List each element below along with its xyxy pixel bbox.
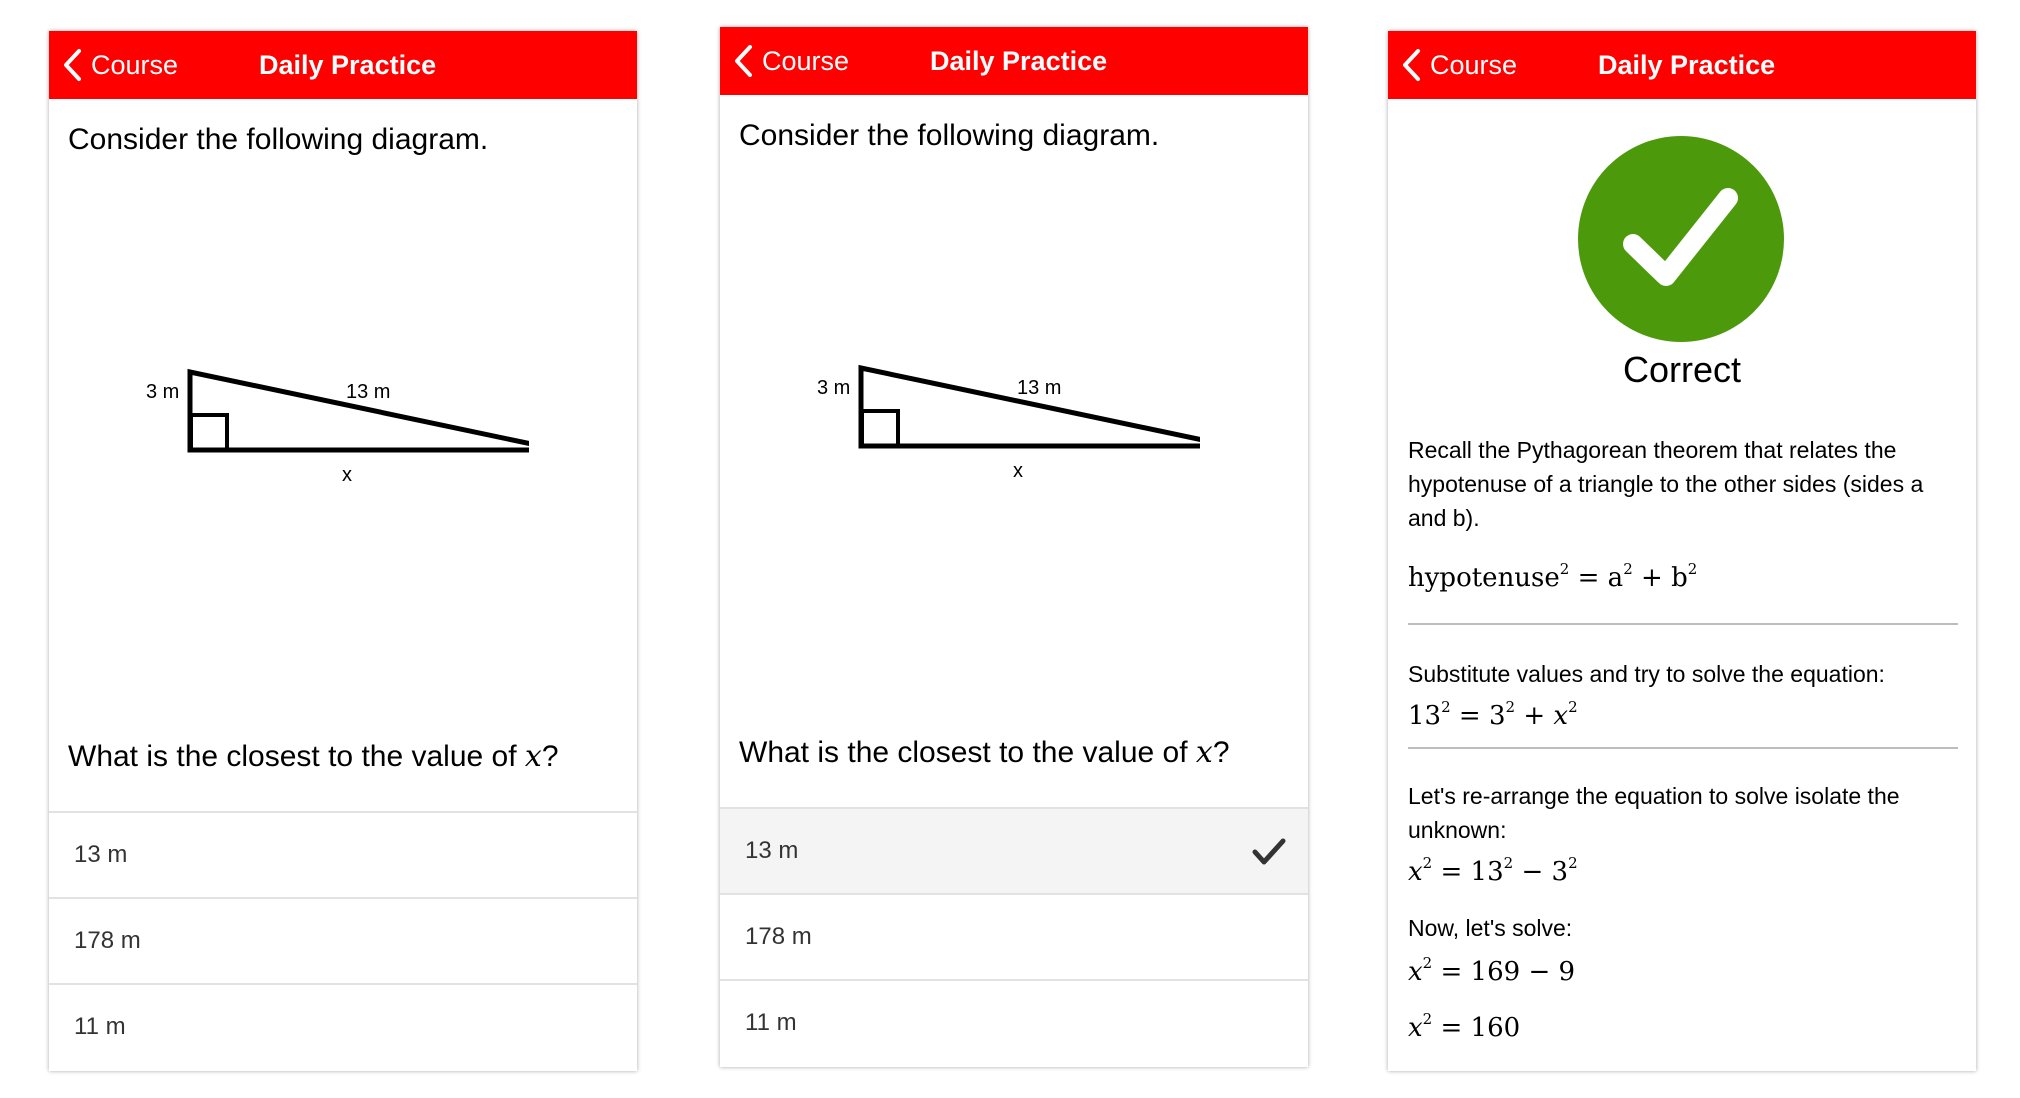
explanation-step-2: Substitute values and try to solve the equation: (1408, 661, 1885, 687)
answer-options (49, 811, 637, 1069)
equation-rearranged: $x^2 = 13^2 - 3^2$ (1408, 854, 1578, 887)
triangle-diagram (89, 366, 529, 496)
back-label: Course (91, 49, 179, 80)
back-button[interactable] (61, 31, 178, 99)
answer-options (720, 807, 1308, 1065)
side-a-label: 3 m (146, 381, 180, 403)
back-button[interactable] (1400, 31, 1517, 99)
triangle-diagram (760, 362, 1200, 492)
explanation-step-4: Now, let's solve: (1408, 915, 1573, 941)
answer-option[interactable]: 178 m (720, 893, 1308, 979)
answer-option-selected[interactable]: 13 m (720, 807, 1308, 893)
practice-screen-unanswered (49, 31, 637, 1071)
question-prompt: Consider the following diagram. (68, 123, 489, 156)
nav-bar (49, 31, 637, 99)
back-button[interactable] (732, 27, 849, 95)
hypotenuse-label: 13 m (1017, 377, 1062, 399)
chevron-left-icon (1400, 48, 1422, 82)
success-check-icon (1578, 136, 1784, 342)
checkmark-icon (1252, 837, 1286, 867)
hypotenuse-label: 13 m (346, 381, 391, 403)
chevron-left-icon (732, 44, 754, 78)
page-title: Daily Practice (930, 46, 1108, 76)
back-label: Course (1430, 49, 1518, 80)
equation-result: $x^2 = 160$ (1408, 1010, 1521, 1043)
base-label: x (1013, 460, 1023, 482)
practice-screen-result (1388, 31, 1976, 1071)
chevron-left-icon (61, 48, 83, 82)
right-angle-marker (862, 411, 898, 446)
nav-bar (720, 27, 1308, 95)
right-angle-marker (191, 415, 227, 450)
equation-substitute: $13^2 = 3^2 + x^2$ (1408, 698, 1578, 731)
answer-option[interactable]: 11 m (720, 979, 1308, 1065)
nav-bar (1388, 31, 1976, 99)
base-label: x (342, 464, 352, 486)
question-text: What is the closest to the value of x? (739, 735, 1230, 770)
practice-screen-selected (720, 27, 1308, 1067)
result-status: Correct (1622, 349, 1742, 390)
side-a-label: 3 m (817, 377, 851, 399)
question-prompt: Consider the following diagram. (739, 119, 1160, 152)
page-title: Daily Practice (259, 50, 437, 80)
explanation-step-3: Let's re-arrange the equation to solve isolate the unknown: (1408, 783, 1900, 843)
question-text: What is the closest to the value of x? (68, 739, 559, 774)
divider (1408, 747, 1958, 749)
page-title: Daily Practice (1598, 50, 1776, 80)
equation-evaluate: $x^2 = 169 - 9$ (1408, 954, 1576, 987)
divider (1408, 623, 1958, 625)
answer-option[interactable]: 13 m (49, 811, 637, 897)
answer-option[interactable]: 178 m (49, 897, 637, 983)
back-label: Course (762, 45, 850, 76)
explanation-step-1: Recall the Pythagorean theorem that relates the hypotenuse of a triangle to the other sides (sides a and b). (1408, 437, 1924, 531)
equation-pythagorean: hypotenuse$^2$ = $a^2 + b^2$ (1408, 560, 1698, 593)
answer-option[interactable]: 11 m (49, 983, 637, 1069)
